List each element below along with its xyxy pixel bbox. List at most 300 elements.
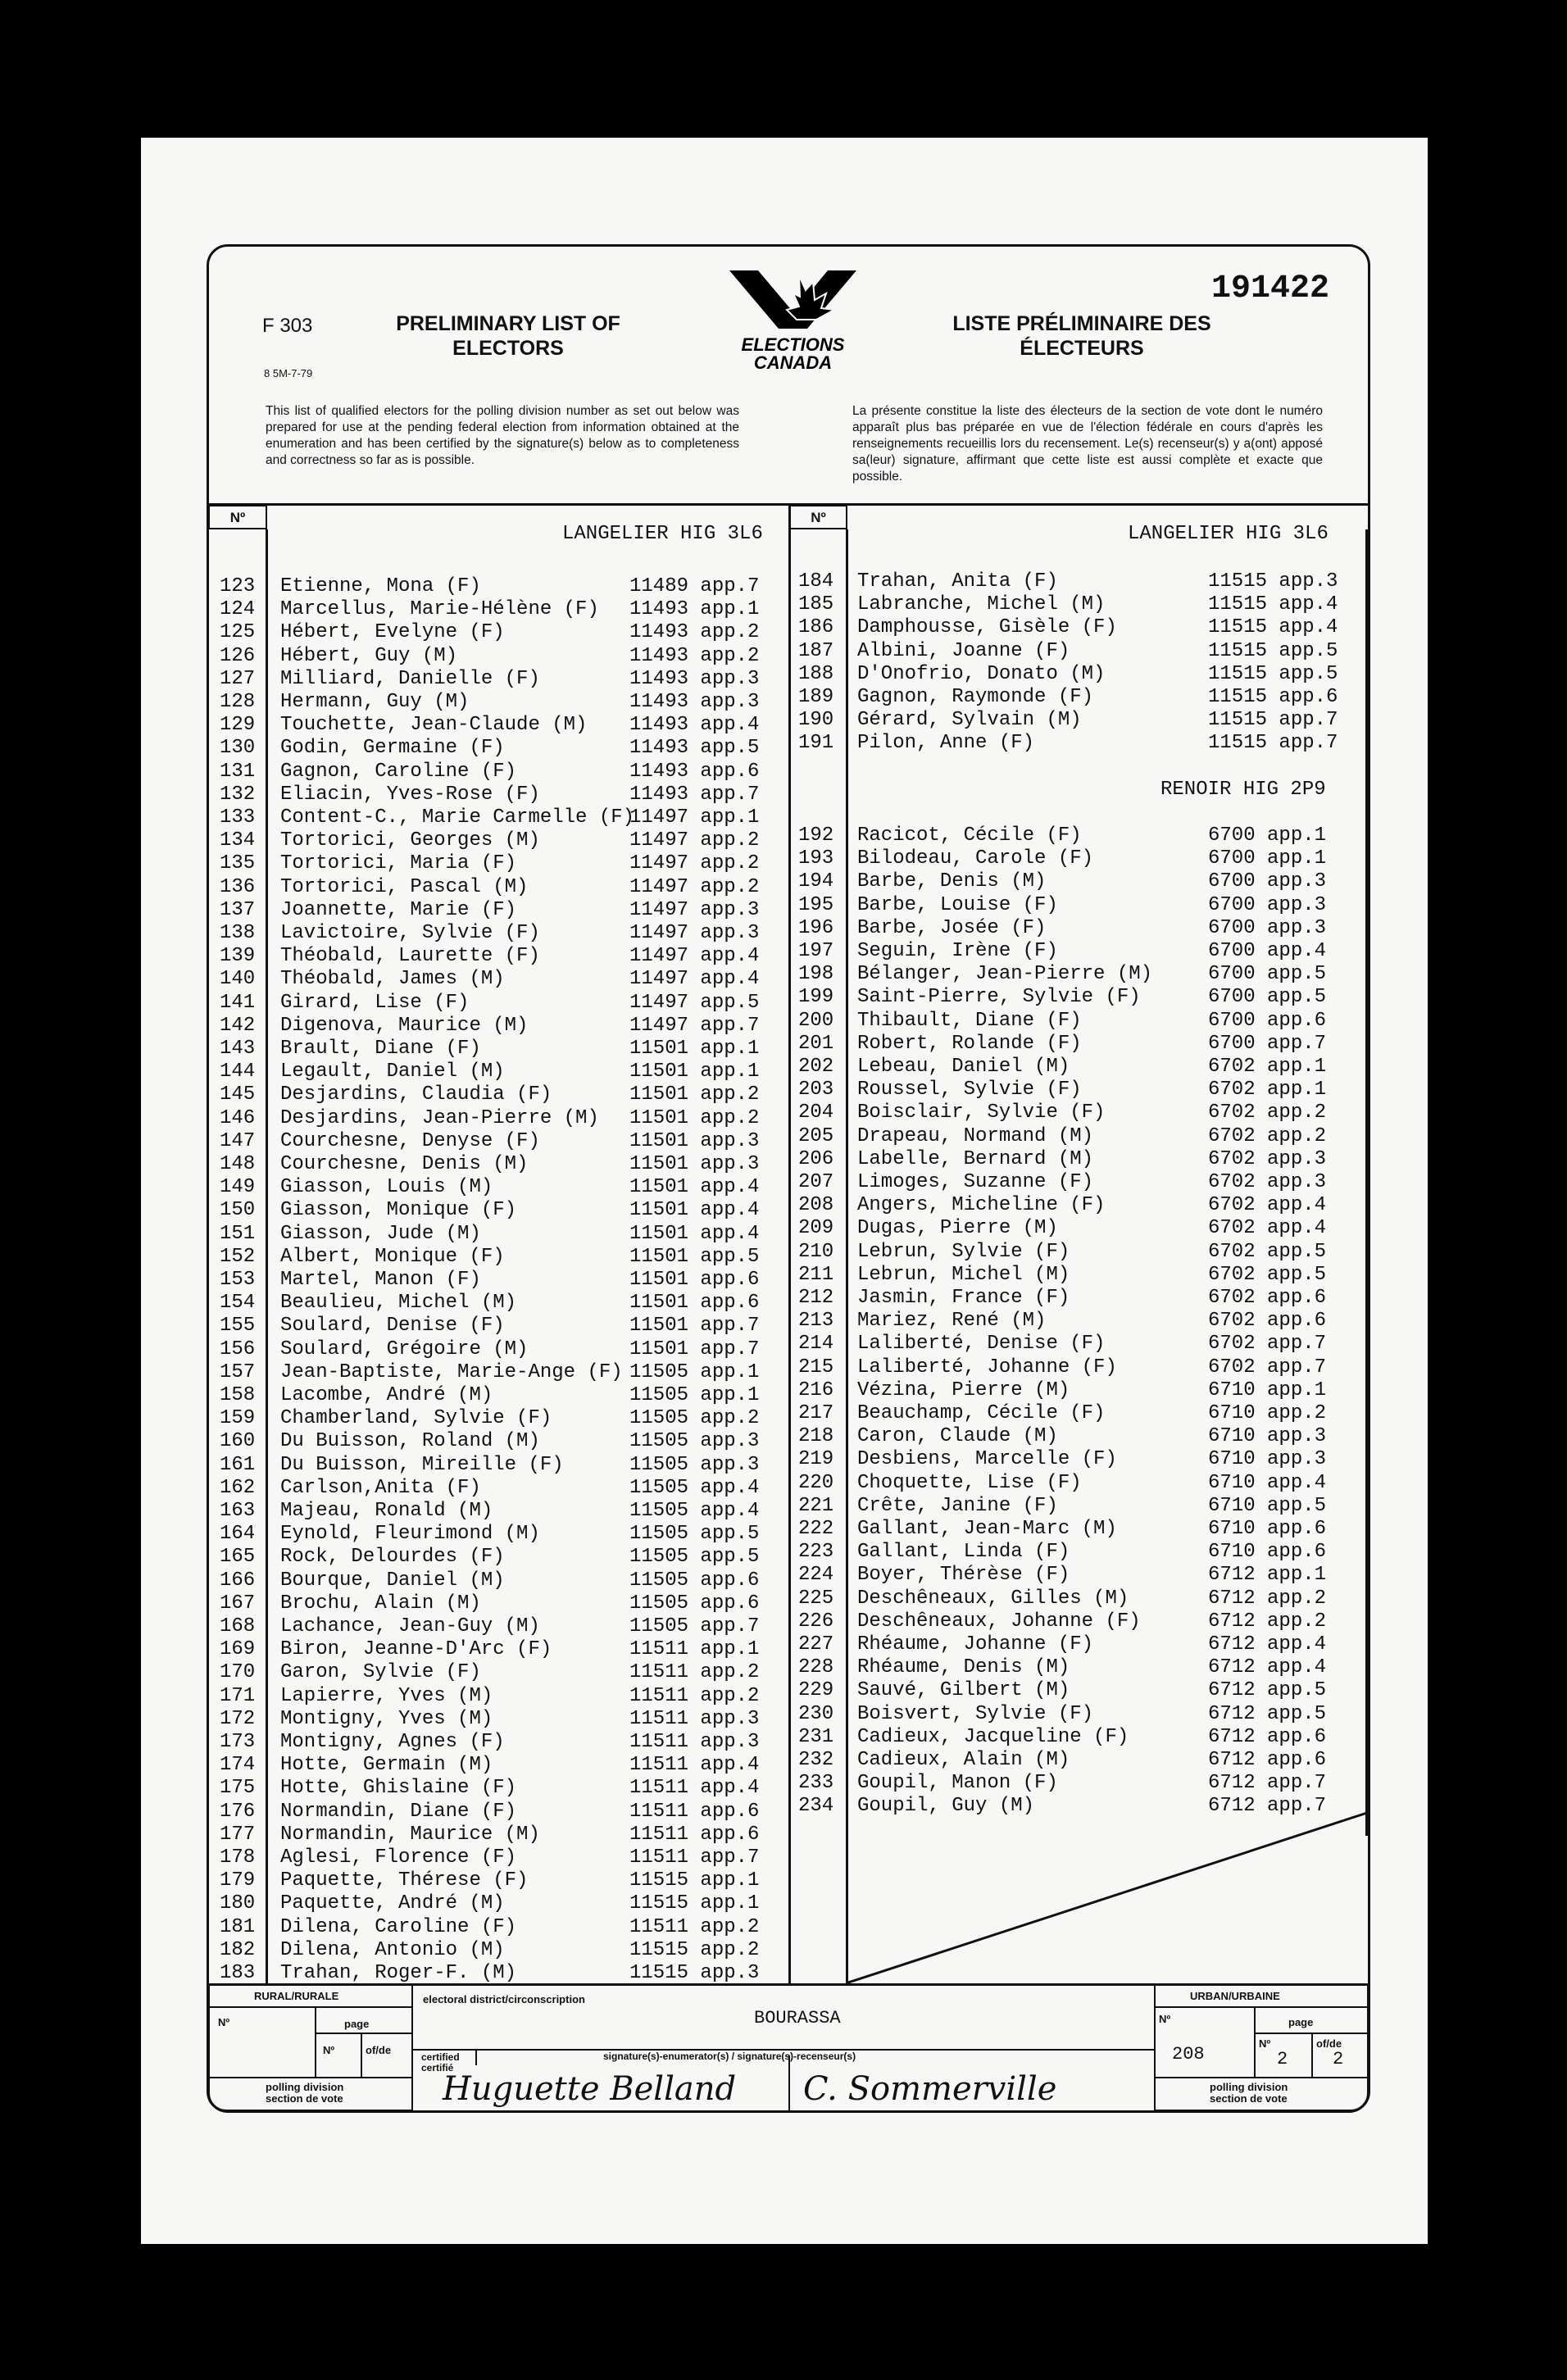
elector-number: 198 bbox=[798, 963, 834, 986]
elector-number: 154 bbox=[220, 1292, 256, 1315]
elector-number: 149 bbox=[220, 1176, 256, 1199]
elector-name: Dilena, Caroline (F) bbox=[280, 1915, 517, 1938]
elector-name: Eynold, Fleurimond (M) bbox=[280, 1523, 540, 1546]
elector-address: 11493 app.6 bbox=[629, 760, 760, 783]
urban-page-split bbox=[1311, 2033, 1313, 2077]
elector-address: 11497 app.4 bbox=[629, 968, 760, 991]
elector-name: Desjardins, Claudia (F) bbox=[280, 1083, 552, 1106]
elector-name: Girard, Lise (F) bbox=[280, 991, 470, 1014]
elector-number: 233 bbox=[798, 1772, 834, 1795]
elector-address: 6702 app.5 bbox=[1208, 1240, 1327, 1263]
elector-address: 11497 app.3 bbox=[629, 898, 760, 921]
elector-name: Courchesne, Denis (M) bbox=[280, 1153, 529, 1175]
elector-name: Hermann, Guy (M) bbox=[280, 691, 470, 713]
elector-number: 212 bbox=[798, 1287, 834, 1309]
elector-name: Desbiens, Marcelle (F) bbox=[857, 1448, 1117, 1471]
elector-name: Albert, Monique (F) bbox=[280, 1245, 505, 1268]
elector-name: Roussel, Sylvie (F) bbox=[857, 1079, 1082, 1101]
elector-address: 11493 app.5 bbox=[629, 737, 760, 760]
column-divider bbox=[788, 503, 791, 1985]
page-number: 2 bbox=[1277, 2049, 1288, 2069]
elector-address: 6700 app.6 bbox=[1208, 1009, 1327, 1032]
elector-number: 158 bbox=[220, 1384, 256, 1406]
elector-address: 6710 app.4 bbox=[1208, 1471, 1327, 1494]
elector-name: Drapeau, Normand (M) bbox=[857, 1124, 1094, 1147]
page-of: 2 bbox=[1333, 2049, 1344, 2069]
elector-number: 178 bbox=[220, 1846, 256, 1869]
elector-number: 142 bbox=[220, 1014, 256, 1037]
elector-name: Beauchamp, Cécile (F) bbox=[857, 1402, 1106, 1424]
elector-number: 220 bbox=[798, 1471, 834, 1494]
elector-address: 11493 app.3 bbox=[629, 667, 760, 690]
elector-address: 11511 app.3 bbox=[629, 1707, 760, 1730]
elector-number: 175 bbox=[220, 1777, 256, 1800]
elector-address: 6712 app.7 bbox=[1208, 1772, 1327, 1795]
elector-name: D'Onofrio, Donato (M) bbox=[857, 662, 1106, 685]
elector-name: Bilodeau, Carole (F) bbox=[857, 847, 1094, 870]
elector-number: 145 bbox=[220, 1083, 256, 1106]
elector-name: Hébert, Evelyne (F) bbox=[280, 621, 505, 644]
elector-name: Godin, Germaine (F) bbox=[280, 737, 505, 760]
elector-name: Jean-Baptiste, Marie-Ange (F) bbox=[280, 1360, 623, 1383]
elector-name: Théobald, James (M) bbox=[280, 968, 505, 991]
elector-address: 11493 app.1 bbox=[629, 598, 760, 621]
elector-number: 171 bbox=[220, 1684, 256, 1707]
elector-address: 6712 app.6 bbox=[1208, 1749, 1327, 1771]
elector-name: Bélanger, Jean-Pierre (M) bbox=[857, 963, 1153, 986]
elector-name: Normandin, Maurice (M) bbox=[280, 1823, 540, 1846]
elector-address: 6712 app.4 bbox=[1208, 1633, 1327, 1656]
elector-number: 224 bbox=[798, 1564, 834, 1587]
elector-number: 157 bbox=[220, 1360, 256, 1383]
elector-name: Gallant, Jean-Marc (M) bbox=[857, 1518, 1117, 1540]
elector-address: 11493 app.2 bbox=[629, 644, 760, 667]
elector-name: Lapierre, Yves (M) bbox=[280, 1684, 493, 1707]
signature-label: signature(s)-enumerator(s) / signature(s)-recenseur(s) bbox=[603, 2051, 856, 2062]
elector-number: 147 bbox=[220, 1129, 256, 1152]
elector-address: 6700 app.1 bbox=[1208, 847, 1327, 870]
elector-name: Robert, Rolande (F) bbox=[857, 1032, 1082, 1055]
elector-number: 213 bbox=[798, 1310, 834, 1333]
elector-number: 226 bbox=[798, 1610, 834, 1633]
elector-number: 160 bbox=[220, 1430, 256, 1453]
elector-number: 137 bbox=[220, 898, 256, 921]
elector-number: 221 bbox=[798, 1494, 834, 1517]
elector-address: 6702 app.5 bbox=[1208, 1263, 1327, 1286]
elector-name: Majeau, Ronald (M) bbox=[280, 1500, 493, 1522]
elector-number: 200 bbox=[798, 1009, 834, 1032]
elector-number: 164 bbox=[220, 1523, 256, 1546]
elector-number: 159 bbox=[220, 1407, 256, 1430]
urban-split bbox=[1254, 2006, 1256, 2077]
elector-address: 6700 app.3 bbox=[1208, 893, 1327, 916]
elector-address: 6702 app.6 bbox=[1208, 1287, 1327, 1309]
elector-address: 11505 app.4 bbox=[629, 1500, 760, 1522]
elector-name: Giasson, Monique (F) bbox=[280, 1199, 517, 1222]
elector-address: 11511 app.6 bbox=[629, 1800, 760, 1823]
right-edge-line bbox=[1365, 529, 1368, 1836]
elector-name: Brault, Diane (F) bbox=[280, 1038, 481, 1060]
elector-number: 174 bbox=[220, 1754, 256, 1777]
elector-address: 11505 app.6 bbox=[629, 1569, 760, 1592]
elector-address: 11501 app.6 bbox=[629, 1292, 760, 1315]
polling-number: 208 bbox=[1172, 2044, 1205, 2064]
elector-address: 11497 app.5 bbox=[629, 991, 760, 1014]
left-number-header: Nº bbox=[208, 505, 267, 529]
elector-address: 11501 app.5 bbox=[629, 1245, 760, 1268]
elector-name: Lavictoire, Sylvie (F) bbox=[280, 922, 540, 944]
elector-number: 211 bbox=[798, 1263, 834, 1286]
elector-address: 6702 app.7 bbox=[1208, 1356, 1327, 1378]
elector-address: 6712 app.1 bbox=[1208, 1564, 1327, 1587]
elector-number: 170 bbox=[220, 1661, 256, 1684]
elector-address: 6702 app.2 bbox=[1208, 1101, 1327, 1124]
elector-name: Mariez, René (M) bbox=[857, 1310, 1047, 1333]
elector-number: 136 bbox=[220, 875, 256, 898]
elector-number: 146 bbox=[220, 1106, 256, 1129]
elector-number: 153 bbox=[220, 1269, 256, 1291]
elector-number: 143 bbox=[220, 1038, 256, 1060]
elector-address: 11515 app.3 bbox=[1208, 570, 1338, 593]
elector-name: Saint-Pierre, Sylvie (F) bbox=[857, 986, 1141, 1009]
elector-number: 201 bbox=[798, 1032, 834, 1055]
elector-number: 124 bbox=[220, 598, 256, 621]
title-english-line1: PRELIMINARY LIST OF bbox=[396, 312, 620, 335]
elector-name: Milliard, Danielle (F) bbox=[280, 667, 540, 690]
elector-number: 229 bbox=[798, 1679, 834, 1702]
elector-address: 6710 app.2 bbox=[1208, 1402, 1327, 1424]
elector-name: Paquette, Thérese (F) bbox=[280, 1869, 529, 1892]
elector-address: 11501 app.7 bbox=[629, 1338, 760, 1360]
elector-address: 6712 app.7 bbox=[1208, 1795, 1327, 1818]
elector-name: Lachance, Jean-Guy (M) bbox=[280, 1615, 540, 1637]
elector-name: Racicot, Cécile (F) bbox=[857, 824, 1082, 847]
elector-name: Tortorici, Georges (M) bbox=[280, 829, 540, 852]
urban-no-label: Nº bbox=[1159, 2013, 1171, 2025]
elector-address: 11497 app.2 bbox=[629, 852, 760, 875]
elector-number: 232 bbox=[798, 1749, 834, 1771]
elector-name: Goupil, Manon (F) bbox=[857, 1772, 1058, 1795]
elector-name: Choquette, Lise (F) bbox=[857, 1471, 1082, 1494]
elector-name: Marcellus, Marie-Hélène (F) bbox=[280, 598, 599, 621]
elector-number: 125 bbox=[220, 621, 256, 644]
elector-address: 11515 app.4 bbox=[1208, 593, 1338, 616]
elector-name: Boyer, Thérèse (F) bbox=[857, 1564, 1070, 1587]
elector-name: Laliberté, Johanne (F) bbox=[857, 1356, 1117, 1378]
elector-number: 225 bbox=[798, 1587, 834, 1610]
elector-address: 6710 app.3 bbox=[1208, 1448, 1327, 1471]
elector-number: 131 bbox=[220, 760, 256, 783]
elector-address: 11511 app.2 bbox=[629, 1661, 760, 1684]
elector-name: Angers, Micheline (F) bbox=[857, 1194, 1106, 1217]
elector-name: Limoges, Suzanne (F) bbox=[857, 1171, 1094, 1193]
elector-address: 11511 app.2 bbox=[629, 1915, 760, 1938]
urban-polling-line1: polling division bbox=[1210, 2081, 1288, 2093]
elector-number: 148 bbox=[220, 1153, 256, 1175]
elector-name: Giasson, Louis (M) bbox=[280, 1176, 493, 1199]
elector-number: 141 bbox=[220, 991, 256, 1014]
elector-number: 193 bbox=[798, 847, 834, 870]
elector-number: 152 bbox=[220, 1245, 256, 1268]
elector-name: Normandin, Diane (F) bbox=[280, 1800, 517, 1823]
elector-name: Beaulieu, Michel (M) bbox=[280, 1292, 517, 1315]
elector-number: 230 bbox=[798, 1702, 834, 1725]
elector-name: Garon, Sylvie (F) bbox=[280, 1661, 481, 1684]
urban-polling-label bbox=[1210, 2082, 1288, 2105]
intro-french: La présente constitue la liste des électeurs de la section de vote dont le numéro apparaît plus bas préparée en vue de l'élection fédérale en cours d'après les renseignements recueillis lors du recensement. Le(s) recenseur(s) y a(ont) apposé sa(leur) signature, affirmant que cette liste est aussi complète et exacte que possible. bbox=[852, 404, 1323, 484]
elector-address: 11515 app.4 bbox=[1208, 616, 1338, 639]
elector-name: Hébert, Guy (M) bbox=[280, 644, 458, 667]
rural-split bbox=[315, 2006, 316, 2077]
elector-address: 11505 app.1 bbox=[629, 1360, 760, 1383]
rural-page-rule bbox=[315, 2033, 413, 2034]
elector-address: 11511 app.4 bbox=[629, 1754, 760, 1777]
elector-address: 6702 app.7 bbox=[1208, 1333, 1327, 1356]
elector-name: Aglesi, Florence (F) bbox=[280, 1846, 517, 1869]
elector-number: 133 bbox=[220, 806, 256, 829]
logo-line1: ELECTIONS bbox=[741, 334, 845, 355]
form-date: 8 5M-7-79 bbox=[264, 367, 313, 379]
elector-name: Digenova, Maurice (M) bbox=[280, 1014, 529, 1037]
elector-name: Chamberland, Sylvie (F) bbox=[280, 1407, 552, 1430]
elector-name: Vézina, Pierre (M) bbox=[857, 1378, 1070, 1401]
elector-address: 6702 app.4 bbox=[1208, 1217, 1327, 1240]
elector-address: 11515 app.1 bbox=[629, 1892, 760, 1915]
elector-number: 172 bbox=[220, 1707, 256, 1730]
right-street-heading-2: RENOIR HIG 2P9 bbox=[1160, 779, 1326, 801]
elector-name: Lebrun, Sylvie (F) bbox=[857, 1240, 1070, 1263]
elector-number: 162 bbox=[220, 1476, 256, 1499]
elector-address: 11501 app.1 bbox=[629, 1038, 760, 1060]
elector-address: 11501 app.2 bbox=[629, 1106, 760, 1129]
elector-number: 163 bbox=[220, 1500, 256, 1522]
elector-number: 194 bbox=[798, 870, 834, 893]
elector-address: 11515 app.7 bbox=[1208, 709, 1338, 732]
elector-name: Rhéaume, Johanne (F) bbox=[857, 1633, 1094, 1656]
elector-number: 215 bbox=[798, 1356, 834, 1378]
elector-address: 11505 app.3 bbox=[629, 1430, 760, 1453]
elector-address: 6712 app.6 bbox=[1208, 1725, 1327, 1748]
elector-address: 6702 app.1 bbox=[1208, 1056, 1327, 1078]
title-english-line2: ELECTORS bbox=[452, 337, 564, 360]
elector-name: Barbe, Josée (F) bbox=[857, 916, 1047, 939]
elector-name: Boisvert, Sylvie (F) bbox=[857, 1702, 1094, 1725]
elector-number: 176 bbox=[220, 1800, 256, 1823]
elector-name: Eliacin, Yves-Rose (F) bbox=[280, 783, 540, 806]
elector-address: 11493 app.7 bbox=[629, 783, 760, 806]
title-french-line2: ÉLECTEURS bbox=[1020, 337, 1144, 360]
elector-number: 196 bbox=[798, 916, 834, 939]
elector-name: Tortorici, Pascal (M) bbox=[280, 875, 529, 898]
elector-name: Giasson, Jude (M) bbox=[280, 1222, 481, 1245]
elector-address: 11511 app.7 bbox=[629, 1846, 760, 1869]
elector-name: Gallant, Linda (F) bbox=[857, 1541, 1070, 1564]
elector-number: 188 bbox=[798, 662, 834, 685]
district-label: electoral district/circonscription bbox=[423, 1993, 585, 2005]
elector-address: 11505 app.1 bbox=[629, 1384, 760, 1406]
elector-name: Lebrun, Michel (M) bbox=[857, 1263, 1070, 1286]
elector-address: 11497 app.7 bbox=[629, 1014, 760, 1037]
urban-label: URBAN/URBAINE bbox=[1190, 1990, 1280, 2002]
elector-name: Barbe, Louise (F) bbox=[857, 893, 1058, 916]
certified-split bbox=[475, 2049, 477, 2065]
elector-number: 130 bbox=[220, 737, 256, 760]
elector-address: 11497 app.2 bbox=[629, 829, 760, 852]
elector-number: 207 bbox=[798, 1171, 834, 1193]
elector-name: Labelle, Bernard (M) bbox=[857, 1147, 1094, 1170]
elector-address: 11493 app.2 bbox=[629, 621, 760, 644]
elector-number: 181 bbox=[220, 1915, 256, 1938]
elector-address: 6710 app.5 bbox=[1208, 1494, 1327, 1517]
elector-number: 234 bbox=[798, 1795, 834, 1818]
elector-number: 138 bbox=[220, 922, 256, 944]
elector-address: 11505 app.4 bbox=[629, 1476, 760, 1499]
elector-address: 11501 app.3 bbox=[629, 1153, 760, 1175]
elector-address: 11505 app.5 bbox=[629, 1546, 760, 1569]
intro-english: This list of qualified electors for the polling division number as set out below was prepared for use at the pending federal election from information obtained at the enumeration and has been certified by the signature(s) below as to completeness and correctness so far as is possible. bbox=[266, 404, 739, 467]
cancel-diagonal-line bbox=[846, 1811, 1370, 1987]
elector-name: Deschêneaux, Johanne (F) bbox=[857, 1610, 1141, 1633]
elector-number: 186 bbox=[798, 616, 834, 639]
elector-name: Sauvé, Gilbert (M) bbox=[857, 1679, 1070, 1702]
elector-number: 155 bbox=[220, 1315, 256, 1338]
elector-name: Soulard, Grégoire (M) bbox=[280, 1338, 529, 1360]
elector-number: 126 bbox=[220, 644, 256, 667]
rural-of-label: of/de bbox=[366, 2044, 392, 2056]
elector-number: 214 bbox=[798, 1333, 834, 1356]
elector-address: 11515 app.2 bbox=[629, 1938, 760, 1961]
elector-address: 11505 app.3 bbox=[629, 1453, 760, 1476]
elector-name: Boisclair, Sylvie (F) bbox=[857, 1101, 1106, 1124]
elector-number: 165 bbox=[220, 1546, 256, 1569]
elector-address: 11501 app.6 bbox=[629, 1269, 760, 1291]
elector-address: 11511 app.4 bbox=[629, 1777, 760, 1800]
elector-name: Théobald, Laurette (F) bbox=[280, 945, 540, 968]
elector-number: 195 bbox=[798, 893, 834, 916]
elector-name: Trahan, Roger-F. (M) bbox=[280, 1962, 517, 1984]
elector-name: Carlson,Anita (F) bbox=[280, 1476, 481, 1499]
elector-address: 11511 app.1 bbox=[629, 1638, 760, 1661]
elector-address: 6700 app.1 bbox=[1208, 824, 1327, 847]
elector-address: 11489 app.7 bbox=[629, 575, 760, 597]
form-code: F 303 bbox=[262, 315, 313, 337]
elector-name: Touchette, Jean-Claude (M) bbox=[280, 714, 588, 737]
title-french bbox=[918, 311, 1246, 361]
elector-name: Hotte, Germain (M) bbox=[280, 1754, 493, 1777]
logo-line2: CANADA bbox=[753, 352, 833, 373]
elector-address: 6710 app.3 bbox=[1208, 1425, 1327, 1448]
elector-number: 216 bbox=[798, 1378, 834, 1401]
elector-number: 231 bbox=[798, 1725, 834, 1748]
elector-name: Paquette, André (M) bbox=[280, 1892, 505, 1915]
elector-address: 11493 app.4 bbox=[629, 714, 760, 737]
elector-name: Gagnon, Raymonde (F) bbox=[857, 686, 1094, 708]
elector-address: 6702 app.3 bbox=[1208, 1171, 1327, 1193]
certified-line2: certifié bbox=[421, 2062, 454, 2073]
title-french-line1: LISTE PRÉLIMINAIRE DES bbox=[952, 312, 1211, 335]
elector-name: Lacombe, André (M) bbox=[280, 1384, 493, 1406]
elector-name: Du Buisson, Roland (M) bbox=[280, 1430, 540, 1453]
elector-address: 6710 app.6 bbox=[1208, 1541, 1327, 1564]
elector-address: 11501 app.7 bbox=[629, 1315, 760, 1338]
elector-address: 6702 app.3 bbox=[1208, 1147, 1327, 1170]
elector-number: 185 bbox=[798, 593, 834, 616]
elector-address: 6700 app.5 bbox=[1208, 986, 1327, 1009]
elector-name: Laliberté, Denise (F) bbox=[857, 1333, 1106, 1356]
elector-number: 219 bbox=[798, 1448, 834, 1471]
elector-number: 167 bbox=[220, 1592, 256, 1615]
elector-name: Cadieux, Jacqueline (F) bbox=[857, 1725, 1129, 1748]
elector-address: 11505 app.6 bbox=[629, 1592, 760, 1615]
elector-address: 6700 app.3 bbox=[1208, 916, 1327, 939]
elector-name: Montigny, Yves (M) bbox=[280, 1707, 493, 1730]
elector-address: 6710 app.6 bbox=[1208, 1518, 1327, 1540]
elector-number: 197 bbox=[798, 940, 834, 962]
elector-address: 6700 app.7 bbox=[1208, 1032, 1327, 1055]
elector-number: 191 bbox=[798, 732, 834, 755]
elector-number: 168 bbox=[220, 1615, 256, 1637]
rural-no2-label: Nº bbox=[323, 2044, 335, 2056]
elector-number: 218 bbox=[798, 1425, 834, 1448]
elector-address: 6712 app.2 bbox=[1208, 1587, 1327, 1610]
elector-number: 209 bbox=[798, 1217, 834, 1240]
elector-name: Brochu, Alain (M) bbox=[280, 1592, 481, 1615]
elector-address: 11501 app.1 bbox=[629, 1061, 760, 1083]
elector-address: 6712 app.5 bbox=[1208, 1679, 1327, 1702]
elector-number: 217 bbox=[798, 1402, 834, 1424]
elector-address: 11501 app.4 bbox=[629, 1176, 760, 1199]
elector-name: Trahan, Anita (F) bbox=[857, 570, 1058, 593]
elector-name: Rock, Delourdes (F) bbox=[280, 1546, 505, 1569]
elector-number: 128 bbox=[220, 691, 256, 713]
elector-number: 208 bbox=[798, 1194, 834, 1217]
elector-name: Crête, Janine (F) bbox=[857, 1494, 1058, 1517]
elector-number: 156 bbox=[220, 1338, 256, 1360]
elector-address: 11515 app.1 bbox=[629, 1869, 760, 1892]
elector-name: Barbe, Denis (M) bbox=[857, 870, 1047, 893]
elector-address: 6702 app.4 bbox=[1208, 1194, 1327, 1217]
rural-polling-line1: polling division bbox=[266, 2081, 344, 2093]
elector-address: 11501 app.2 bbox=[629, 1083, 760, 1106]
right-street-heading-1: LANGELIER HIG 3L6 bbox=[1128, 523, 1329, 545]
logo-text bbox=[721, 336, 865, 372]
elector-number: 189 bbox=[798, 686, 834, 708]
elector-address: 11505 app.5 bbox=[629, 1523, 760, 1546]
elector-name: Labranche, Michel (M) bbox=[857, 593, 1106, 616]
elector-number: 179 bbox=[220, 1869, 256, 1892]
elector-name: Content-C., Marie Carmelle (F) bbox=[280, 806, 635, 829]
rural-polling-label bbox=[266, 2082, 343, 2105]
urban-page-label: page bbox=[1288, 2016, 1314, 2028]
elector-address: 6712 app.4 bbox=[1208, 1656, 1327, 1679]
urban-polling-line2: section de vote bbox=[1210, 2092, 1288, 2105]
elector-name: Du Buisson, Mireille (F) bbox=[280, 1453, 564, 1476]
serial-number: 191422 bbox=[1211, 270, 1330, 307]
elector-address: 11505 app.7 bbox=[629, 1615, 760, 1637]
elector-number: 169 bbox=[220, 1638, 256, 1661]
elector-number: 123 bbox=[220, 575, 256, 597]
elector-number: 151 bbox=[220, 1222, 256, 1245]
elector-address: 6700 app.4 bbox=[1208, 940, 1327, 962]
elector-number: 161 bbox=[220, 1453, 256, 1476]
elector-number: 203 bbox=[798, 1079, 834, 1101]
elector-address: 11515 app.5 bbox=[1208, 662, 1338, 685]
elector-address: 11515 app.3 bbox=[629, 1962, 760, 1984]
elector-name: Bourque, Daniel (M) bbox=[280, 1569, 505, 1592]
elector-name: Montigny, Agnes (F) bbox=[280, 1731, 505, 1753]
rural-bottom-rule bbox=[208, 2077, 413, 2078]
elector-name: Pilon, Anne (F) bbox=[857, 732, 1035, 755]
